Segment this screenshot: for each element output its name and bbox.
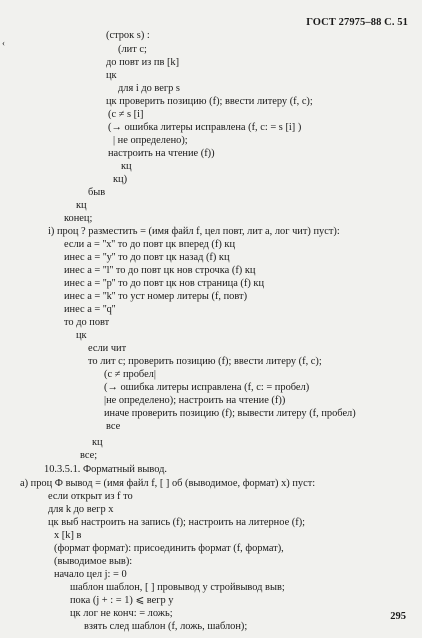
text-line: шаблон шаблон, [ ] провывод у стройвывод выв; — [70, 582, 285, 593]
text-line: то до повт — [64, 317, 110, 328]
text-line: (лит с; — [118, 44, 147, 55]
text-line: кц — [121, 161, 132, 172]
text-line: если открыт из f то — [48, 491, 133, 502]
text-line: (→ ошибка литеры исправлена (f, c: = s [i] ) — [108, 122, 302, 133]
text-line: кц — [76, 200, 87, 211]
text-line: х [k] в — [54, 530, 82, 541]
text-line: до повт из пв [k] — [106, 57, 180, 68]
text-line: инес а = ''k'' то уст номер литеры (f, повт) — [64, 291, 248, 302]
text-line: цк выб настроить на запись (f); настроить на литерное (f); — [48, 517, 306, 528]
text-line: | не определено); — [113, 135, 188, 146]
text-line: a) проц Ф вывод = (имя файл f, [ ] об (выводимое, формат) x) пуст: — [20, 478, 316, 489]
text-line: быв — [88, 187, 106, 198]
text-line: (строк s) : — [106, 30, 150, 41]
text-line: цк проверить позицию (f); ввести литеру (f, c); — [106, 96, 313, 107]
text-line: (c ≠ s [i] — [108, 109, 144, 120]
text-line: начало цел j: = 0 — [54, 569, 127, 580]
text-line: (с ≠ пробел| — [104, 369, 156, 380]
text-line: инес а = ''y'' то до повт цк назад (f) кц — [64, 252, 230, 263]
text-line: цк — [106, 70, 117, 81]
text-line: инес а = ''q'' — [64, 304, 116, 315]
text-line: (выводимое выв): — [54, 556, 133, 567]
text-line: (→ ошибка литеры исправлена (f, c: = пробел) — [104, 382, 310, 393]
text-line: то лит с; проверить позицию (f); ввести литеру (f, c); — [88, 356, 322, 367]
text-line: 10.3.5.1. Форматный вывод. — [44, 464, 167, 475]
text-line: конец; — [64, 213, 93, 224]
text-line: для k до вегр х — [48, 504, 114, 515]
text-line: |не определено); настроить на чтение (f)) — [104, 395, 286, 406]
text-line: цк — [76, 330, 87, 341]
margin-mark: ‹ — [2, 38, 5, 48]
text-line: иначе проверить позицию (f); вывести литеру (f, пробел) — [104, 408, 356, 419]
text-line: (формат формат): присоединить формат (f, формат), — [54, 543, 284, 554]
text-line: инес а = ''l'' то до повт цк нов строчка (f) кц — [64, 265, 256, 276]
text-line: все; — [80, 450, 98, 461]
text-line: i) проц ? разместить = (имя файл f, цел повт, лит а, лог чит) пуст): — [48, 226, 340, 237]
page-header: ГОСТ 27975–88 С. 51 — [306, 17, 408, 28]
text-line: для i до вегр s — [118, 83, 180, 94]
text-line: кц) — [113, 174, 128, 185]
text-line: если чит — [88, 343, 127, 354]
text-line: инес а = ''p'' то до повт цк нов страница (f) кц — [64, 278, 264, 289]
text-line: цк лог не конч: = ложь; — [70, 608, 173, 619]
text-line: кц — [92, 437, 103, 448]
text-line: все — [106, 421, 121, 432]
text-line: пока (j + : = 1) ⩽ вегр у — [70, 595, 174, 606]
text-line: если а = ''x'' то до повт цк вперед (f) кц — [64, 239, 236, 250]
page-number: 295 — [390, 611, 406, 622]
text-line: взять след шаблон (f, ложь, шаблон); — [84, 621, 248, 632]
text-line: настроить на чтение (f)) — [108, 148, 215, 159]
